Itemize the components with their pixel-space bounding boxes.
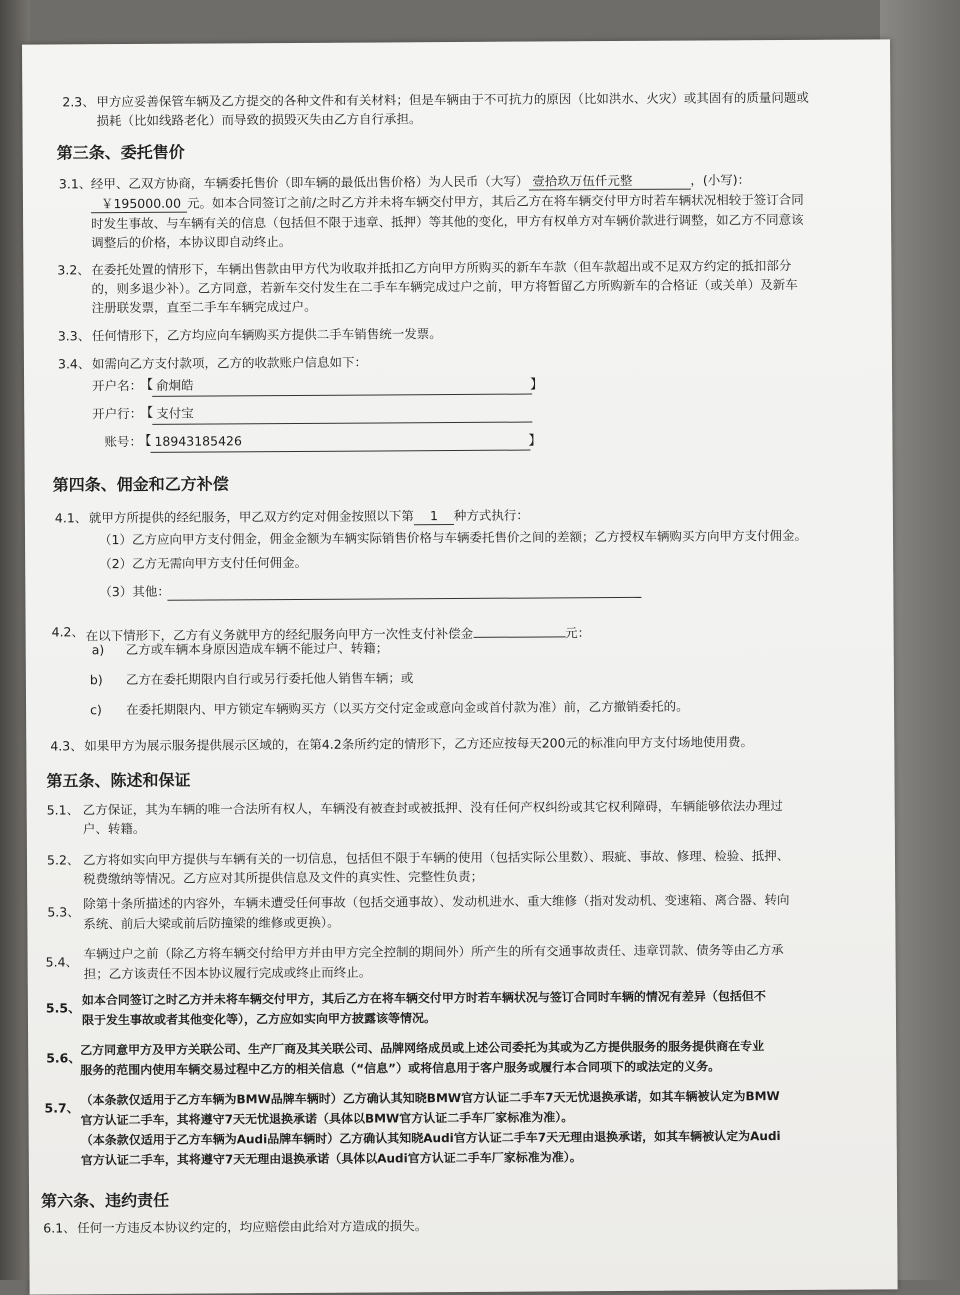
clause-number: 3.1、 — [58, 176, 92, 192]
option-3: （3）其他： — [99, 583, 170, 600]
close-bracket: 】 — [528, 433, 542, 449]
bank-label: 开户行： — [92, 405, 143, 422]
clause-number: 2.3、 — [62, 94, 95, 110]
compensation-amount-field — [473, 619, 565, 638]
clause-4-1-post: 种方式执行： — [453, 507, 529, 524]
clause-4-1-line1 — [89, 506, 529, 529]
clause-3-2-line3: 注册联发票，直至二手车车辆完成过户。 — [91, 298, 317, 316]
clause-5-1-line1: 乙方保证，其为车辆的唯一合法所有权人，车辆没有被查封或被抵押、没有任何产权纠纷或其它权利障碍，车辆能够依法办理过 — [82, 798, 783, 818]
clause-5-3-line2: 系统、前后大梁或前后防撞梁的维修或更换）。 — [83, 914, 340, 932]
clause-3-1-line3: 时发生事故、与车辆有关的信息（包括但不限于违章、抵押）等其他的变化，甲方有权单方对车辆价款进行调整，如乙方不同意该 — [91, 211, 804, 232]
clause-3-4-line1: 如需向乙方支付款项，乙方的收款账户信息如下： — [91, 354, 368, 372]
clause-number: 5.1、 — [46, 802, 80, 818]
item-c-text: 在委托期限内、甲方锁定车辆购买方（以买方交付定金或意向金或首付款为准）前，乙方撤销委托的。 — [126, 698, 689, 718]
clause-number: 4.2、 — [51, 624, 85, 640]
clause-number: 5.4、 — [45, 954, 79, 970]
clause-5-2-line1: 乙方将如实向甲方提供与车辆有关的一切信息，包括但不限于车辆的使用（包括实际公里数）、瑕疵、事故、修理、检验、抵押、 — [82, 847, 790, 868]
clause-4-2-pre: 在以下情形下，乙方有义务就甲方的经纪服务向甲方一次性支付补偿金 — [85, 625, 474, 644]
article-5-title: 第五条、陈述和保证 — [46, 770, 191, 791]
clause-4-3-line1: 如果甲方为展示服务提供展示区域的，在第4.2条所约定的情形下，乙方还应按每天200元的标准向甲方支付场地使用费。 — [84, 734, 754, 754]
item-a-text: 乙方或车辆本身原因造成车辆不能过户、转籍； — [125, 640, 389, 658]
item-a-label: a) — [91, 642, 105, 658]
clause-5-7-line1: （本条款仅适用于乙方车辆为BMW品牌车辆时）乙方确认其知晓BMW官方认证二手车7天无忧退换承诺，如其车辆被认定为BMW — [80, 1089, 780, 1108]
clause-number: 5.2、 — [46, 852, 80, 868]
clause-4-1-pre: 就甲方所提供的经纪服务，甲乙双方约定对佣金按照以下第 — [88, 508, 414, 526]
open-bracket: 【 — [138, 433, 152, 449]
item-c-label: c) — [90, 702, 102, 718]
clause-number: 3.4、 — [57, 356, 91, 372]
clause-4-2-post: 元： — [565, 625, 591, 641]
clause-5-4-line2: 担；乙方该责任不因本协议履行完成或终止而终止。 — [83, 964, 372, 982]
clause-5-4-line1: 车辆过户之前（除乙方将车辆交付给甲方并由甲方完全控制的期间外）所产生的所有交通事故责任、违章罚款、债务等由乙方承 — [83, 942, 784, 962]
clause-3-3-line1: 任何情形下，乙方均应向车辆购买方提供二手车销售统一发票。 — [91, 326, 442, 344]
open-bracket: 【 — [140, 405, 154, 421]
clause-3-2-line2: 的，则多退少补）。乙方同意，若新车交付发生在二手车车辆完成过户之前，甲方将暂留乙方所购新车的合格证（或关单）及新车 — [91, 276, 798, 297]
clause-5-5-line2: 限于发生事故或者其他变化等），乙方应如实向甲方披露该等情况。 — [81, 1011, 437, 1028]
account-name-line — [152, 376, 532, 397]
contract-page — [22, 39, 898, 1294]
account-number-value: 18943185426 — [154, 433, 242, 449]
clause-5-2-line2: 税费缴纳等情况。乙方应对其所提供信息及文件的真实性、完整性负责； — [83, 868, 484, 887]
account-name-value: 俞炯皓 — [156, 377, 194, 393]
clause-5-5-line1: 如本合同签订之时乙方并未将车辆交付甲方，其后乙方在将车辆交付甲方时若车辆状况与签订合同时车辆的情况有差异（包括但不 — [81, 989, 766, 1008]
amount-lower-field: ￥195000.00 — [91, 195, 187, 214]
clause-3-1-line2-text: 元。如本合同签订之前/之时乙方并未将车辆交付甲方，其后乙方在将车辆交付甲方时若车辆状况相较于签订合同 — [186, 191, 804, 211]
clause-5-1-line2: 户、转籍。 — [82, 820, 146, 837]
clause-number: 5.5、 — [45, 1000, 81, 1016]
option-1: （1）乙方应向甲方支付佣金，佣金金额为车辆实际销售价格与车辆委托售价之间的差额；乙方授权车辆购买方向甲方支付佣金。 — [98, 527, 808, 548]
clause-5-3-line1: 除第十条所描述的内容外，车辆未遭受任何事故（包括交通事故）、发动机进水、重大维修（指对发动机、变速箱、离合器、转向 — [83, 891, 790, 912]
clause-3-1-line4: 调整后的价格，本协议即自动终止。 — [91, 234, 292, 251]
clause-2-3-line1: 甲方应妥善保管车辆及乙方提交的各种文件和有关材料；但是车辆由于不可抗力的原因（比如洪水、火灾）或其固有的质量问题或 — [96, 89, 809, 110]
clause-number: 4.1、 — [54, 510, 88, 526]
clause-6-1-line1: 任何一方违反本协议约定的，均应赔偿由此给对方造成的损失。 — [77, 1218, 428, 1236]
item-b-label: b) — [89, 672, 103, 688]
option-3-blank — [167, 579, 641, 601]
bank-value: 支付宝 — [156, 405, 194, 421]
account-number-line — [150, 432, 530, 453]
clause-5-6-line2: 服务的范围内使用车辆交易过程中乙方的相关信息（“信息”）或将信息用于客户服务或履行本合同项下的或法定的义务。 — [80, 1059, 721, 1078]
clause-number: 3.3、 — [57, 328, 91, 344]
clause-number: 5.7、 — [44, 1100, 80, 1116]
clause-3-1-post: ，(小写)： — [690, 172, 751, 188]
bank-line — [152, 404, 532, 425]
commission-method-field: 1 — [414, 507, 454, 525]
clause-5-7-line3: （本条款仅适用于乙方车辆为Audi品牌车辆时）乙方确认其知晓Audi官方认证二手车7天无理由退换承诺，如其车辆被认定为Audi — [80, 1129, 781, 1148]
clause-2-3-line2: 损耗（比如线路老化）而导致的损毁灭失由乙方自行承担。 — [96, 111, 422, 129]
option-2: （2）乙方无需向甲方支付任何佣金。 — [99, 554, 308, 572]
article-6-title: 第六条、违约责任 — [41, 1190, 170, 1211]
clause-5-7-line2: 官方认证二手车，其将遵守7天无忧退换承诺（具体以BMW官方认证二手车厂家标准为准）。 — [80, 1110, 574, 1128]
clause-5-7-line4: 官方认证二手车，其将遵守7天无理由退换承诺（具体以Audi官方认证二手车厂家标准为准）。 — [80, 1150, 582, 1168]
open-bracket: 【 — [140, 377, 154, 393]
clause-number: 4.3、 — [50, 738, 83, 754]
account-name-label: 开户名： — [92, 377, 143, 394]
clause-3-1-pre: 经甲、乙双方协商，车辆委托售价（即车辆的最低出售价格）为人民币（大写） — [90, 173, 529, 192]
clause-number: 5.3、 — [47, 904, 80, 920]
account-number-label: 账号： — [104, 433, 142, 450]
amount-upper-field: 壹拾玖万伍仟元整 — [528, 172, 690, 191]
item-b-text: 乙方在委托期限内自行或另行委托他人销售车辆；或 — [125, 670, 414, 688]
clause-number: 3.2、 — [57, 262, 90, 278]
article-4-title: 第四条、佣金和乙方补偿 — [52, 474, 229, 495]
clause-number: 6.1、 — [43, 1220, 76, 1236]
clause-number: 5.6、 — [46, 1050, 81, 1066]
close-bracket: 】 — [530, 377, 544, 393]
clause-5-6-line1: 乙方同意甲方及甲方关联公司、生产厂商及其关联公司、品牌网络成员或上述公司委托为其或为乙方提供服务的服务提供商在专业 — [80, 1039, 765, 1058]
article-3-title: 第三条、委托售价 — [56, 142, 185, 163]
clause-3-2-line1: 在委托处置的情形下，车辆出售款由甲方代为收取并抵扣乙方向甲方所购买的新车车款（但车款超出或不足双方约定的抵扣部分 — [91, 257, 792, 278]
